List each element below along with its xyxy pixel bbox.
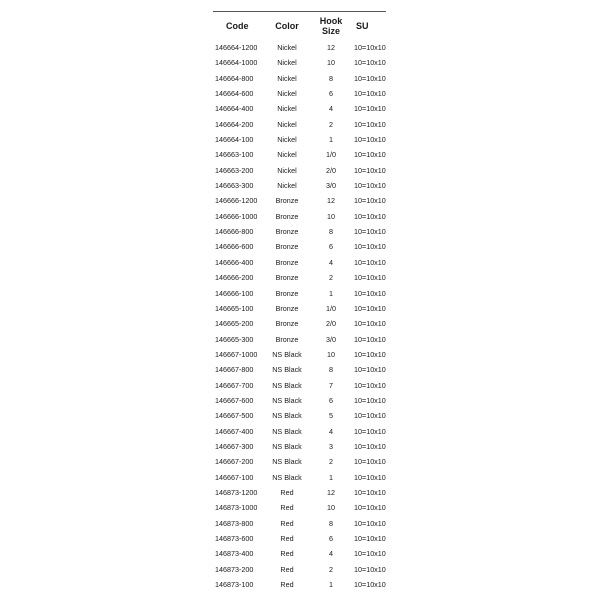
cell-su: 10=10x10 bbox=[354, 58, 386, 68]
table-row bbox=[213, 316, 386, 331]
table-row bbox=[213, 378, 386, 393]
cell-code: 146667-300 bbox=[215, 441, 254, 451]
cell-color: Bronze bbox=[275, 334, 299, 344]
cell-color: Nickel bbox=[277, 58, 297, 68]
header-row bbox=[213, 12, 386, 40]
cell-code: 146665-100 bbox=[215, 303, 254, 313]
header-su: SU bbox=[356, 21, 369, 31]
cell-su: 10=10x10 bbox=[354, 150, 386, 160]
cell-color: Red bbox=[280, 503, 294, 513]
cell-code: 146873-800 bbox=[215, 518, 254, 528]
cell-color: Bronze bbox=[275, 319, 299, 329]
product-code-table bbox=[213, 12, 386, 592]
cell-color: Nickel bbox=[277, 104, 297, 114]
header-hook-size bbox=[314, 12, 348, 40]
cell-hook-size: 8 bbox=[329, 73, 333, 83]
cell-su: 10=10x10 bbox=[354, 487, 386, 497]
table-row bbox=[213, 239, 386, 254]
cell-color: Red bbox=[280, 549, 294, 559]
cell-color: Red bbox=[280, 534, 294, 543]
cell-hook-size: 1/0 bbox=[326, 303, 336, 313]
cell-color: Bronze bbox=[275, 242, 299, 252]
cell-color: NS Black bbox=[272, 441, 302, 451]
cell-su: 10=10x10 bbox=[354, 564, 386, 574]
cell-color: Nickel bbox=[277, 73, 297, 83]
cell-color: Nickel bbox=[277, 43, 297, 52]
cell-code: 146664-100 bbox=[215, 135, 254, 145]
header-code: Code bbox=[226, 21, 249, 31]
table-row bbox=[213, 286, 386, 301]
cell-hook-size: 1 bbox=[329, 288, 333, 298]
cell-code: 146664-200 bbox=[215, 119, 254, 129]
table-row bbox=[213, 516, 386, 531]
cell-code: 146873-600 bbox=[215, 534, 254, 543]
cell-code: 146873-1000 bbox=[215, 503, 258, 513]
cell-code: 146666-200 bbox=[215, 273, 254, 283]
cell-code: 146664-600 bbox=[215, 89, 254, 99]
cell-su: 10=10x10 bbox=[354, 380, 386, 390]
cell-color: Nickel bbox=[277, 165, 297, 175]
cell-hook-size: 2 bbox=[329, 273, 333, 283]
table-row bbox=[213, 347, 386, 362]
cell-code: 146873-100 bbox=[215, 580, 254, 590]
cell-code: 146667-100 bbox=[215, 472, 254, 482]
cell-color: NS Black bbox=[272, 411, 302, 421]
cell-su: 10=10x10 bbox=[354, 165, 386, 175]
cell-hook-size: 1/0 bbox=[326, 150, 336, 160]
table-row bbox=[213, 485, 386, 500]
cell-hook-size: 10 bbox=[327, 349, 335, 359]
cell-hook-size: 8 bbox=[329, 365, 333, 375]
cell-su: 10=10x10 bbox=[354, 534, 386, 543]
cell-hook-size: 4 bbox=[329, 426, 333, 436]
cell-hook-size: 4 bbox=[329, 549, 333, 559]
table-row bbox=[213, 209, 386, 224]
cell-code: 146873-200 bbox=[215, 564, 254, 574]
cell-code: 146667-700 bbox=[215, 380, 254, 390]
cell-hook-size: 3 bbox=[329, 441, 333, 451]
cell-su: 10=10x10 bbox=[354, 580, 386, 590]
cell-su: 10=10x10 bbox=[354, 426, 386, 436]
cell-su: 10=10x10 bbox=[354, 472, 386, 482]
cell-hook-size: 3/0 bbox=[326, 181, 336, 191]
table-row bbox=[213, 193, 386, 208]
table-row bbox=[213, 117, 386, 132]
cell-color: Bronze bbox=[275, 211, 299, 221]
cell-color: Bronze bbox=[275, 227, 299, 237]
table-row bbox=[213, 224, 386, 239]
cell-su: 10=10x10 bbox=[354, 227, 386, 237]
cell-code: 146664-1200 bbox=[215, 43, 258, 52]
cell-hook-size: 1 bbox=[329, 135, 333, 145]
cell-hook-size: 6 bbox=[329, 395, 333, 405]
table-row bbox=[213, 439, 386, 454]
cell-code: 146666-1000 bbox=[215, 211, 258, 221]
cell-hook-size: 1 bbox=[329, 472, 333, 482]
cell-hook-size: 1 bbox=[329, 580, 333, 590]
cell-su: 10=10x10 bbox=[354, 503, 386, 513]
cell-hook-size: 12 bbox=[327, 487, 335, 497]
cell-code: 146665-200 bbox=[215, 319, 254, 329]
cell-hook-size: 5 bbox=[329, 411, 333, 421]
table-row bbox=[213, 163, 386, 178]
table-row bbox=[213, 500, 386, 515]
cell-code: 146664-1000 bbox=[215, 58, 258, 68]
cell-color: Nickel bbox=[277, 150, 297, 160]
table-row bbox=[213, 255, 386, 270]
table-row bbox=[213, 562, 386, 577]
table-row bbox=[213, 454, 386, 469]
cell-code: 146667-800 bbox=[215, 365, 254, 375]
cell-hook-size: 2 bbox=[329, 564, 333, 574]
cell-code: 146667-600 bbox=[215, 395, 254, 405]
table-row bbox=[213, 424, 386, 439]
cell-code: 146665-300 bbox=[215, 334, 254, 344]
table-row bbox=[213, 101, 386, 116]
cell-su: 10=10x10 bbox=[354, 135, 386, 145]
cell-color: Bronze bbox=[275, 303, 299, 313]
cell-hook-size: 2 bbox=[329, 119, 333, 129]
table-body bbox=[213, 40, 386, 592]
cell-hook-size: 8 bbox=[329, 518, 333, 528]
cell-code: 146666-100 bbox=[215, 288, 254, 298]
cell-su: 10=10x10 bbox=[354, 303, 386, 313]
table-row bbox=[213, 546, 386, 561]
cell-color: Red bbox=[280, 518, 294, 528]
cell-color: Nickel bbox=[277, 119, 297, 129]
cell-su: 10=10x10 bbox=[354, 349, 386, 359]
cell-hook-size: 6 bbox=[329, 89, 333, 99]
cell-color: Bronze bbox=[275, 257, 299, 267]
cell-color: NS Black bbox=[272, 472, 302, 482]
cell-su: 10=10x10 bbox=[354, 334, 386, 344]
cell-code: 146873-400 bbox=[215, 549, 254, 559]
table-row bbox=[213, 86, 386, 101]
table-header bbox=[213, 12, 386, 40]
cell-hook-size: 8 bbox=[329, 227, 333, 237]
cell-su: 10=10x10 bbox=[354, 365, 386, 375]
cell-hook-size: 10 bbox=[327, 503, 335, 513]
cell-su: 10=10x10 bbox=[354, 73, 386, 83]
cell-color: NS Black bbox=[272, 380, 302, 390]
cell-su: 10=10x10 bbox=[354, 89, 386, 99]
cell-color: NS Black bbox=[272, 365, 302, 375]
table-row bbox=[213, 178, 386, 193]
cell-su: 10=10x10 bbox=[354, 457, 386, 467]
cell-code: 146664-800 bbox=[215, 73, 254, 83]
table-row bbox=[213, 362, 386, 377]
cell-hook-size: 7 bbox=[329, 380, 333, 390]
table-row bbox=[213, 132, 386, 147]
cell-su: 10=10x10 bbox=[354, 395, 386, 405]
cell-color: Bronze bbox=[275, 196, 299, 206]
cell-su: 10=10x10 bbox=[354, 441, 386, 451]
table-row bbox=[213, 71, 386, 86]
table-row bbox=[213, 577, 386, 592]
cell-su: 10=10x10 bbox=[354, 518, 386, 528]
cell-su: 10=10x10 bbox=[354, 549, 386, 559]
cell-color: Red bbox=[280, 564, 294, 574]
header-hook-size-line1: Hook bbox=[319, 16, 343, 26]
cell-hook-size: 6 bbox=[329, 534, 333, 543]
product-table bbox=[213, 11, 386, 592]
cell-su: 10=10x10 bbox=[354, 257, 386, 267]
cell-color: Red bbox=[280, 580, 294, 590]
table-row bbox=[213, 531, 386, 546]
cell-code: 146667-400 bbox=[215, 426, 254, 436]
cell-hook-size: 12 bbox=[327, 196, 335, 206]
cell-code: 146667-1000 bbox=[215, 349, 258, 359]
cell-hook-size: 2 bbox=[329, 457, 333, 467]
cell-color: Nickel bbox=[277, 89, 297, 99]
cell-code: 146666-400 bbox=[215, 257, 254, 267]
table-row bbox=[213, 270, 386, 285]
cell-hook-size: 4 bbox=[329, 257, 333, 267]
cell-color: Red bbox=[280, 487, 294, 497]
cell-color: Nickel bbox=[277, 181, 297, 191]
cell-hook-size: 3/0 bbox=[326, 334, 336, 344]
table-row bbox=[213, 332, 386, 347]
cell-su: 10=10x10 bbox=[354, 319, 386, 329]
cell-color: Bronze bbox=[275, 273, 299, 283]
cell-hook-size: 2/0 bbox=[326, 319, 336, 329]
cell-code: 146666-800 bbox=[215, 227, 254, 237]
cell-su: 10=10x10 bbox=[354, 273, 386, 283]
table-row bbox=[213, 470, 386, 485]
cell-color: Nickel bbox=[277, 135, 297, 145]
cell-su: 10=10x10 bbox=[354, 288, 386, 298]
cell-code: 146663-300 bbox=[215, 181, 254, 191]
table-row bbox=[213, 408, 386, 423]
cell-code: 146873-1200 bbox=[215, 487, 258, 497]
cell-su: 10=10x10 bbox=[354, 196, 386, 206]
cell-su: 10=10x10 bbox=[354, 43, 386, 52]
cell-code: 146663-200 bbox=[215, 165, 254, 175]
cell-su: 10=10x10 bbox=[354, 181, 386, 191]
cell-color: NS Black bbox=[272, 426, 302, 436]
cell-code: 146667-500 bbox=[215, 411, 254, 421]
cell-su: 10=10x10 bbox=[354, 211, 386, 221]
cell-hook-size: 10 bbox=[327, 211, 335, 221]
table-row bbox=[213, 393, 386, 408]
cell-color: Bronze bbox=[275, 288, 299, 298]
cell-hook-size: 6 bbox=[329, 242, 333, 252]
cell-hook-size: 10 bbox=[327, 58, 335, 68]
cell-hook-size: 4 bbox=[329, 104, 333, 114]
cell-code: 146666-600 bbox=[215, 242, 254, 252]
cell-code: 146666-1200 bbox=[215, 196, 258, 206]
table-row bbox=[213, 301, 386, 316]
cell-hook-size: 2/0 bbox=[326, 165, 336, 175]
cell-code: 146664-400 bbox=[215, 104, 254, 114]
table-row bbox=[213, 55, 386, 70]
cell-color: NS Black bbox=[272, 349, 302, 359]
cell-su: 10=10x10 bbox=[354, 242, 386, 252]
cell-color: NS Black bbox=[272, 395, 302, 405]
table-row bbox=[213, 40, 386, 55]
cell-code: 146667-200 bbox=[215, 457, 254, 467]
cell-color: NS Black bbox=[272, 457, 302, 467]
header-color: Color bbox=[275, 21, 299, 31]
cell-su: 10=10x10 bbox=[354, 104, 386, 114]
cell-su: 10=10x10 bbox=[354, 411, 386, 421]
cell-su: 10=10x10 bbox=[354, 119, 386, 129]
cell-hook-size: 12 bbox=[327, 43, 335, 52]
table-row bbox=[213, 147, 386, 162]
header-hook-size-line2: Size bbox=[321, 26, 340, 36]
cell-code: 146663-100 bbox=[215, 150, 254, 160]
